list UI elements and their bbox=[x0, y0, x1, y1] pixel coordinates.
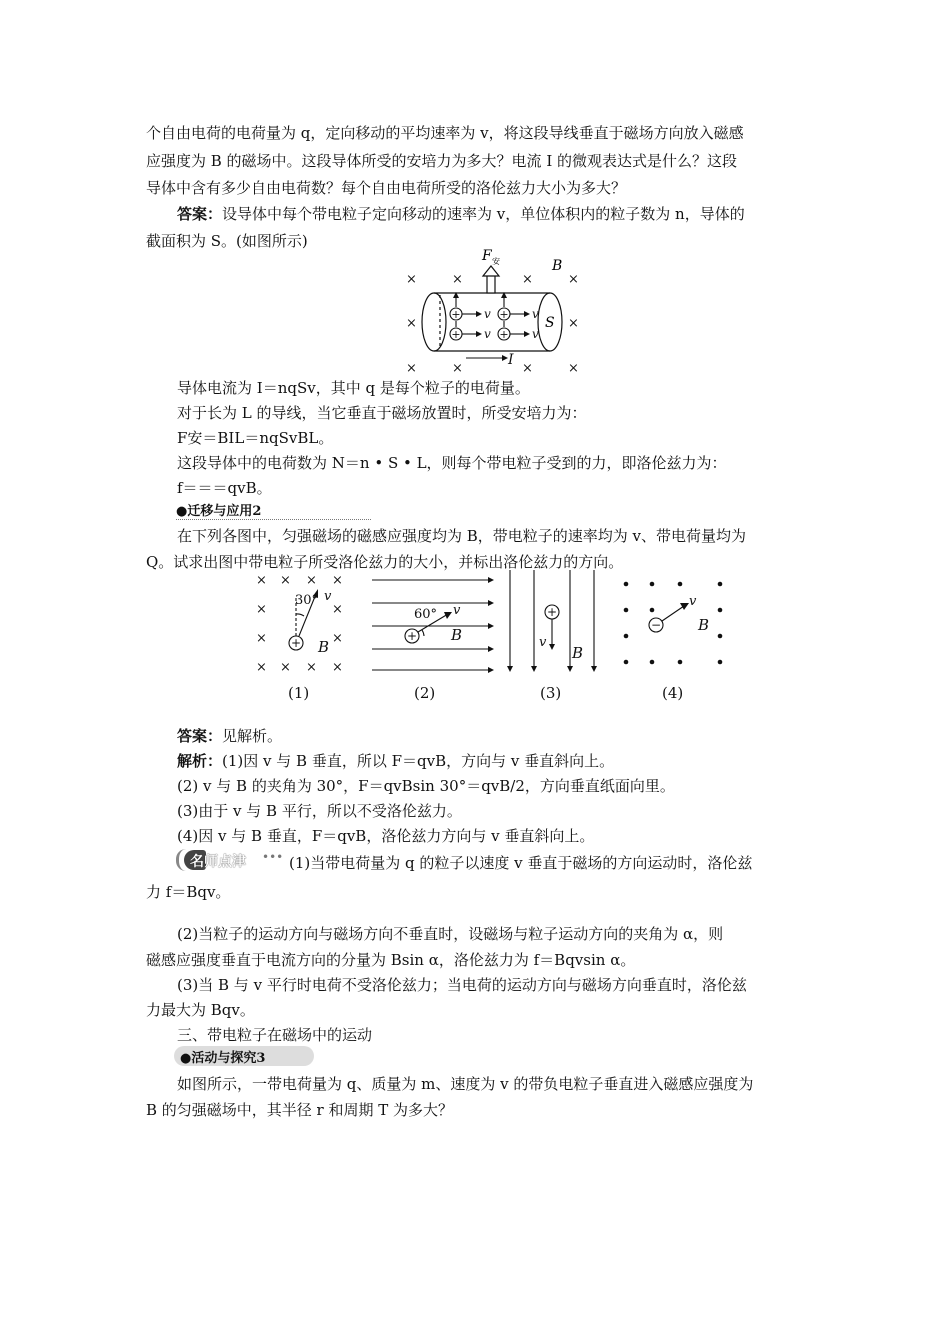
tips-line4: 磁感应强度垂直于电流方向的分量为 Bsin α，洛伦兹力为 f＝Bqvsin α。 bbox=[146, 951, 636, 969]
fig-1-cross: × bbox=[306, 660, 317, 675]
fig1-cross: × bbox=[522, 272, 533, 287]
tips-line3: (2)当粒子的运动方向与磁场方向不垂直时，设磁场与粒子运动方向的夹角为 α，则 bbox=[177, 925, 724, 943]
analysis-line3: (3)由于 v 与 B 平行，所以不受洛伦兹力。 bbox=[177, 802, 462, 820]
tips-badge-dots: ••• bbox=[262, 850, 284, 864]
fig-1-cross: × bbox=[256, 660, 267, 675]
fig-3-velocity: v bbox=[539, 635, 547, 650]
section-badge-transfer: ●迁移与应用2 bbox=[176, 500, 371, 520]
derivation-line3: F安＝BIL＝nqSvBL。 bbox=[177, 429, 334, 447]
problem3-line1: 如图所示，一带电荷量为 q、质量为 m、速度为 v 的带负电粒子垂直进入磁感应强度为 bbox=[177, 1075, 754, 1093]
section-badge-activity-label: ●活动与探究3 bbox=[180, 1051, 266, 1066]
answer2-label: 答案： bbox=[177, 727, 223, 745]
velocity-label: v bbox=[532, 327, 539, 341]
cylinder bbox=[422, 293, 562, 351]
fig-label-2: (2) bbox=[414, 684, 436, 702]
force-subscript: 安 bbox=[492, 257, 500, 266]
problem2-line2: Q。试求出图中带电粒子所受洛伦兹力的大小，并标出洛伦兹力的方向。 bbox=[146, 553, 624, 571]
velocity-label: v bbox=[484, 327, 491, 341]
fig-1-angle: 30° bbox=[295, 593, 319, 608]
field-label-B: B bbox=[552, 258, 563, 274]
analysis-line4: (4)因 v 与 B 垂直，F＝qvB，洛伦兹力方向与 v 垂直斜向上。 bbox=[177, 827, 595, 845]
fig1-cross: × bbox=[452, 272, 463, 287]
fig-4-field: B bbox=[698, 616, 710, 634]
problem3-line2: B 的匀强磁场中，其半径 r 和周期 T 为多大？ bbox=[146, 1101, 454, 1119]
tips-line2: 力 f＝Bqv。 bbox=[146, 883, 231, 901]
tips-line1: (1)当带电荷量为 q 的粒子以速度 v 垂直于磁场的方向运动时，洛伦兹 bbox=[289, 854, 753, 872]
answer2-text: 见解析。 bbox=[222, 727, 283, 745]
charge-plus: + bbox=[451, 308, 461, 321]
fig-1-cross: × bbox=[306, 573, 317, 588]
fig-1-cross: × bbox=[332, 660, 343, 675]
derivation-line5: f＝＝＝qvB。 bbox=[177, 479, 272, 497]
tips-line5: (3)当 B 与 v 平行时电荷不受洛伦兹力；当电荷的运动方向与磁场方向垂直时，洛伦兹 bbox=[177, 976, 747, 994]
velocity-label: v bbox=[484, 307, 491, 321]
fig-1-cross: × bbox=[332, 573, 343, 588]
answer2-line bbox=[177, 726, 282, 746]
problem2-line1: 在下列各图中，匀强磁场的磁感应强度均为 B，带电粒子的速率均为 v、带电荷量均为 bbox=[177, 527, 747, 545]
tips-badge bbox=[176, 847, 286, 873]
conductor-figure bbox=[400, 245, 600, 375]
force-figures bbox=[252, 570, 732, 705]
fig1-cross: × bbox=[452, 361, 463, 376]
analysis-label: 解析： bbox=[177, 752, 223, 770]
fig-label-1: (1) bbox=[288, 684, 310, 702]
fig-1-field: B bbox=[318, 638, 330, 656]
fig-4-minus: − bbox=[650, 618, 662, 632]
fig-2-field: B bbox=[451, 626, 463, 644]
fig-1-cross: × bbox=[256, 631, 267, 646]
derivation-line2: 对于长为 L 的导线，当它垂直于磁场放置时，所受安培力为： bbox=[177, 404, 587, 422]
charge-plus: + bbox=[499, 328, 509, 341]
fig1-cross: × bbox=[406, 316, 417, 331]
section-heading-3: 三、带电粒子在磁场中的运动 bbox=[177, 1026, 373, 1044]
fig1-cross: × bbox=[522, 361, 533, 376]
fig-2-angle: 60° bbox=[414, 607, 438, 622]
fig-3-field: B bbox=[572, 644, 584, 662]
fig1-cross: × bbox=[568, 316, 579, 331]
tips-line6: 力最大为 Bqv。 bbox=[146, 1001, 255, 1019]
force-arrow bbox=[483, 266, 499, 293]
fig-1-cross: × bbox=[280, 660, 291, 675]
section-badge-activity bbox=[174, 1046, 314, 1066]
answer1-line2: 截面积为 S。(如图所示) bbox=[146, 232, 308, 250]
derivation-line4: 这段导体中的电荷数为 N＝n • S • L，则每个带电粒子受到的力，即洛伦兹力为： bbox=[177, 454, 727, 472]
fig-3-plus: + bbox=[546, 605, 558, 619]
fig-1-cross: × bbox=[280, 573, 291, 588]
fig1-cross: × bbox=[568, 272, 579, 287]
area-label-S: S bbox=[545, 315, 555, 331]
analysis-line2: (2) v 与 B 的夹角为 30°，F＝qvBsin 30°＝qvB/2，方向垂直纸面向里。 bbox=[177, 777, 675, 795]
fig1-cross: × bbox=[406, 361, 417, 376]
tips-badge-label: 名师点津 bbox=[190, 854, 246, 870]
para1-line3: 导体中含有多少自由电荷数？每个自由电荷所受的洛伦兹力大小为多大？ bbox=[146, 179, 627, 197]
fig-1-plus: + bbox=[290, 636, 302, 650]
fig-2-plus: + bbox=[406, 629, 418, 643]
fig-1-cross: × bbox=[332, 631, 343, 646]
answer1-line1 bbox=[177, 204, 745, 224]
fig-1-cross: × bbox=[256, 573, 267, 588]
current-label: I bbox=[508, 352, 514, 368]
answer1-label: 答案： bbox=[177, 205, 223, 223]
force-label: F bbox=[482, 248, 492, 264]
velocity-label: v bbox=[532, 307, 539, 321]
charge-plus: + bbox=[499, 308, 509, 321]
fig1-cross: × bbox=[568, 361, 579, 376]
fig-4-velocity: v bbox=[689, 594, 697, 609]
analysis-text-1: (1)因 v 与 B 垂直，所以 F＝qvB，方向与 v 垂直斜向上。 bbox=[222, 752, 615, 770]
fig1-cross: × bbox=[406, 272, 417, 287]
derivation-line1: 导体电流为 I＝nqSv，其中 q 是每个粒子的电荷量。 bbox=[177, 379, 530, 397]
fig-1-velocity: v bbox=[324, 589, 332, 604]
fig-2-velocity: v bbox=[453, 603, 461, 618]
para1-line1: 个自由电荷的电荷量为 q，定向移动的平均速率为 v，将这段导线垂直于磁场方向放入磁感 bbox=[146, 124, 744, 142]
fig-1-cross: × bbox=[332, 602, 343, 617]
fig-label-4: (4) bbox=[662, 684, 684, 702]
charge-plus: + bbox=[451, 328, 461, 341]
fig-1-cross: × bbox=[256, 602, 267, 617]
para1-line2: 应强度为 B 的磁场中。这段导体所受的安培力为多大？电流 I 的微观表达式是什么？这段 bbox=[146, 152, 738, 170]
analysis-line1 bbox=[177, 751, 614, 771]
fig-label-3: (3) bbox=[540, 684, 562, 702]
answer1-text: 设导体中每个带电粒子定向移动的速率为 v，单位体积内的粒子数为 n，导体的 bbox=[222, 205, 745, 223]
